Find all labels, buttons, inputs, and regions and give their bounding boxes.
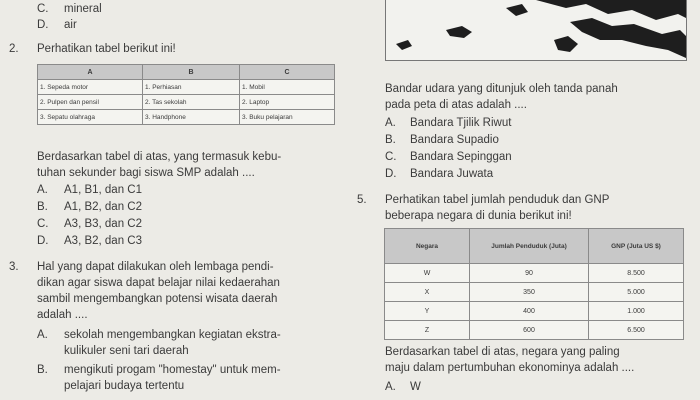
table-cell: 1.000 [589,302,684,321]
q2-option-c-text: A3, B3, dan C2 [64,218,142,230]
q4-option-d-text: Bandara Juwata [410,168,494,180]
q5-option-a-letter: A. [385,381,396,393]
q2-number: 2. [9,43,19,55]
q4-stem-line: Bandar udara yang ditunjuk oleh tanda panah [385,83,618,95]
q4-option-d-letter: D. [385,168,397,180]
q5-question-line: maju dalam pertumbuhan ekonominya adalah .... [385,362,635,374]
table-cell: 350 [470,283,589,302]
q1-option-c-letter: C. [37,3,49,15]
table-cell: 6.500 [589,321,684,340]
q2-table-header-row [38,65,335,80]
q3-stem-line: sambil mengembangkan potensi wisata daerah [37,293,278,305]
q5-table-header-row [385,229,684,264]
q3-option-b-line: mengikuti progam "homestay" untuk mem- [64,364,281,376]
q5-stem-line: Perhatikan tabel jumlah penduduk dan GNP [385,194,610,206]
q2-table [37,64,335,125]
map-drawing [386,0,686,60]
q2-option-b-letter: B. [37,201,48,213]
q2-option-a-letter: A. [37,184,48,196]
q4-stem-line: pada peta di atas adalah .... [385,99,527,111]
q2-option-d-text: A3, B2, dan C3 [64,235,142,247]
table-row [385,302,684,321]
table-cell: 8.500 [589,264,684,283]
q3-option-a-line: sekolah mengembangkan kegiatan ekstra- [64,329,281,341]
q4-option-c-letter: C. [385,151,397,163]
table-cell: 600 [470,321,589,340]
table-cell: 2. Pulpen dan pensil [38,95,143,110]
q2-stem: Perhatikan tabel berikut ini! [37,43,176,55]
q1-option-d-text: air [64,19,77,31]
table-cell: 400 [470,302,589,321]
indonesia-map-image [385,0,687,61]
table-cell: 3. Handphone [143,110,240,125]
q2-table-header: C [240,65,335,80]
q5-option-a-text: W [410,381,421,393]
q5-question-line: Berdasarkan tabel di atas, negara yang paling [385,346,620,358]
q1-option-c-text: mineral [64,3,102,15]
q5-number: 5. [357,194,367,206]
table-cell: 1. Sepeda motor [38,80,143,95]
q2-question-line: Berdasarkan tabel di atas, yang termasuk kebu- [37,151,282,163]
q4-option-a-letter: A. [385,117,396,129]
table-cell: 3. Sepatu olahraga [38,110,143,125]
table-cell: W [385,264,470,283]
table-cell: 3. Buku pelajaran [240,110,335,125]
q5-table-header: Negara [385,229,470,264]
q3-stem-line: adalah .... [37,309,88,321]
q2-table-header: A [38,65,143,80]
table-cell: 1. Mobil [240,80,335,95]
table-cell: 1. Perhiasan [143,80,240,95]
q3-stem-line: Hal yang dapat dilakukan oleh lembaga pendi- [37,261,274,273]
table-row [38,95,335,110]
table-cell: 5.000 [589,283,684,302]
q2-table-header: B [143,65,240,80]
q2-question-line: tuhan sekunder bagi siswa SMP adalah .... [37,167,255,179]
q3-option-b-line: pelajari budaya tertentu [64,380,185,392]
q3-option-a-letter: A. [37,329,48,341]
q3-stem-line: dikan agar siswa dapat belajar nilai kedaerahan [37,277,280,289]
q1-option-d-letter: D. [37,19,49,31]
q3-option-a-line: kulikuler seni tari daerah [64,345,189,357]
q4-option-b-text: Bandara Supadio [410,134,499,146]
table-cell: 2. Laptop [240,95,335,110]
table-cell: 90 [470,264,589,283]
q2-option-b-text: A1, B2, dan C2 [64,201,142,213]
table-cell: X [385,283,470,302]
table-cell: Z [385,321,470,340]
q5-table [384,228,684,340]
q4-option-a-text: Bandara Tjilik Riwut [410,117,512,129]
table-row [38,80,335,95]
q3-option-b-letter: B. [37,364,48,376]
table-row [385,283,684,302]
table-row [385,321,684,340]
q2-option-a-text: A1, B1, dan C1 [64,184,142,196]
q4-option-c-text: Bandara Sepinggan [410,151,512,163]
q5-table-header: GNP (Juta US $) [589,229,684,264]
table-row [385,264,684,283]
q3-number: 3. [9,261,19,273]
q2-option-c-letter: C. [37,218,49,230]
table-cell: Y [385,302,470,321]
q5-table-header: Jumlah Penduduk (Juta) [470,229,589,264]
q4-option-b-letter: B. [385,134,396,146]
table-cell: 2. Tas sekolah [143,95,240,110]
q5-stem-line: beberapa negara di dunia berikut ini! [385,210,572,222]
table-row [38,110,335,125]
q2-option-d-letter: D. [37,235,49,247]
